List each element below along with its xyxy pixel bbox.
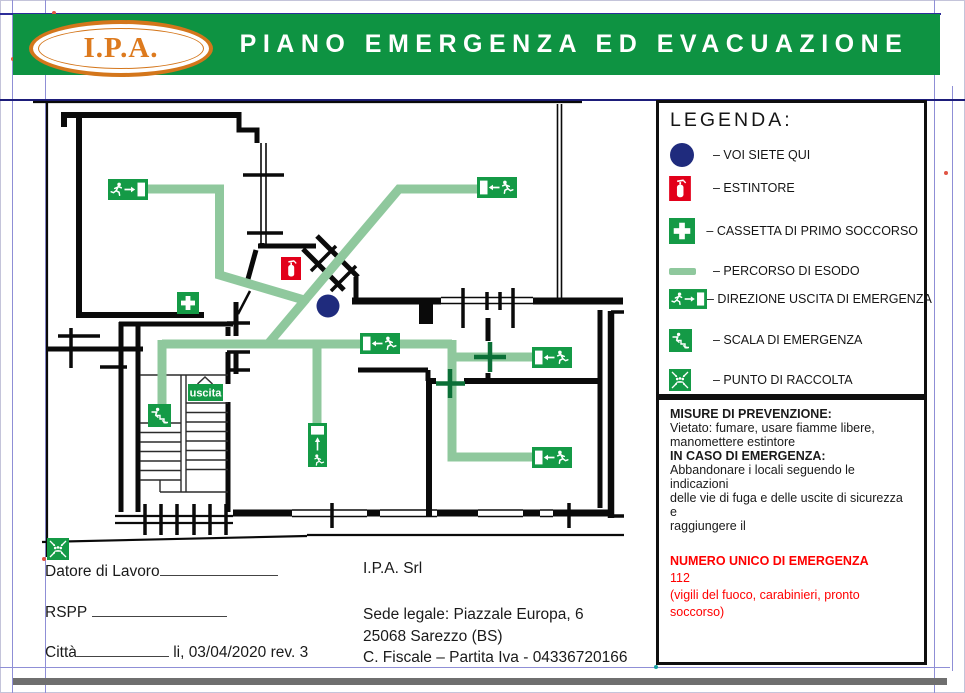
emergency-stairs-icon xyxy=(148,404,171,427)
emergency-title: IN CASO DI EMERGENZA: xyxy=(670,449,826,463)
escape-route-line-icon xyxy=(669,268,713,275)
legend-item-label: – DIREZIONE USCITA DI EMERGENZA xyxy=(707,292,932,306)
rspp-signature-blank xyxy=(92,601,227,617)
exit-direction-sign-vertical-icon xyxy=(308,423,327,467)
legend-item-you-are-here xyxy=(669,141,918,169)
city-date-line xyxy=(45,641,308,662)
company-logo-text: I.P.A. xyxy=(83,32,159,64)
prevention-line: Vietato: fumare, usare fiamme libere, xyxy=(670,421,875,435)
exit-direction-sign-icon xyxy=(108,179,148,200)
city-blank xyxy=(77,641,169,657)
footer-bar xyxy=(13,678,947,685)
route-door-crosses xyxy=(436,342,506,398)
emergency-line: Abbandonare i locali seguendo le indicazioni xyxy=(670,463,855,491)
notices-box xyxy=(656,397,927,665)
emergency-line: delle vie di fuga e delle uscite di sicurezza e xyxy=(670,491,903,519)
emergency-line: raggiungere il xyxy=(670,519,746,533)
emergency-number-title: NUMERO UNICO DI EMERGENZA xyxy=(670,554,869,568)
emergency-number: 112 xyxy=(670,570,690,585)
legend-box xyxy=(656,100,932,397)
fire-extinguisher-icon xyxy=(281,257,301,280)
employer-label: Datore di Lavoro xyxy=(45,563,160,580)
legend-title: LEGENDA: xyxy=(670,109,793,131)
exit-direction-sign-icon xyxy=(477,177,517,198)
stairs-up-chevron xyxy=(198,377,213,384)
assembly-point-icon xyxy=(669,369,713,391)
rspp-signature-line xyxy=(45,601,227,622)
exit-direction-sign-icon xyxy=(532,347,572,368)
date-revision-text: li, 03/04/2020 rev. 3 xyxy=(173,644,309,661)
company-fiscal-line: C. Fiscale – Partita Iva - 04336720166 xyxy=(363,649,628,666)
exit-direction-sign-icon xyxy=(360,333,400,354)
legend-item-label: – PERCORSO DI ESODO xyxy=(713,264,860,278)
legend-item-exit-direction xyxy=(669,285,932,313)
legend-item-emergency-stairs xyxy=(669,326,918,354)
you-are-here-dot xyxy=(317,295,340,318)
first-aid-kit-icon xyxy=(669,218,706,244)
emergency-number-block xyxy=(670,553,913,621)
rspp-label: RSPP xyxy=(45,604,88,621)
company-name: I.P.A. Srl xyxy=(363,560,423,577)
legend-item-label: – CASSETTA DI PRIMO SOCCORSO xyxy=(706,224,918,238)
first-aid-kit-icon xyxy=(177,292,199,314)
company-address-line: 25068 Sarezzo (BS) xyxy=(363,627,503,645)
emergency-number-note: (vigili del fuoco, carabinieri, pronto soccorso) xyxy=(670,587,860,619)
legend-item-extinguisher xyxy=(669,174,918,202)
emergency-exit-sign-icon xyxy=(669,289,707,309)
legend-item-label: – SCALA DI EMERGENZA xyxy=(713,333,863,347)
legend-item-assembly-point xyxy=(669,366,918,394)
company-address-line: Sede legale: Piazzale Europa, 6 xyxy=(363,606,584,623)
prevention-line: manomettere estintore xyxy=(670,435,796,449)
plan-walls xyxy=(33,102,624,557)
you-are-here-dot-icon xyxy=(669,142,713,168)
fire-extinguisher-icon xyxy=(669,176,713,201)
company-address-block xyxy=(363,604,628,669)
legend-item-first-aid xyxy=(669,217,918,245)
city-label: Città xyxy=(45,644,77,661)
legend-item-label: – ESTINTORE xyxy=(713,181,795,195)
employer-signature-line xyxy=(45,560,278,581)
stair-exit-label: uscita xyxy=(189,387,222,400)
legend-item-label: – PUNTO DI RACCOLTA xyxy=(713,373,853,387)
employer-signature-blank xyxy=(160,560,278,576)
page-title: PIANO EMERGENZA ED EVACUAZIONE xyxy=(239,30,909,58)
legend-item-escape-route xyxy=(669,257,918,285)
exit-direction-sign-icon xyxy=(532,447,572,468)
emergency-stairs-icon xyxy=(669,329,713,352)
assembly-point-icon xyxy=(47,538,69,560)
legend-item-label: – VOI SIETE QUI xyxy=(713,148,811,162)
prevention-title: MISURE DI PREVENZIONE: xyxy=(670,407,832,421)
